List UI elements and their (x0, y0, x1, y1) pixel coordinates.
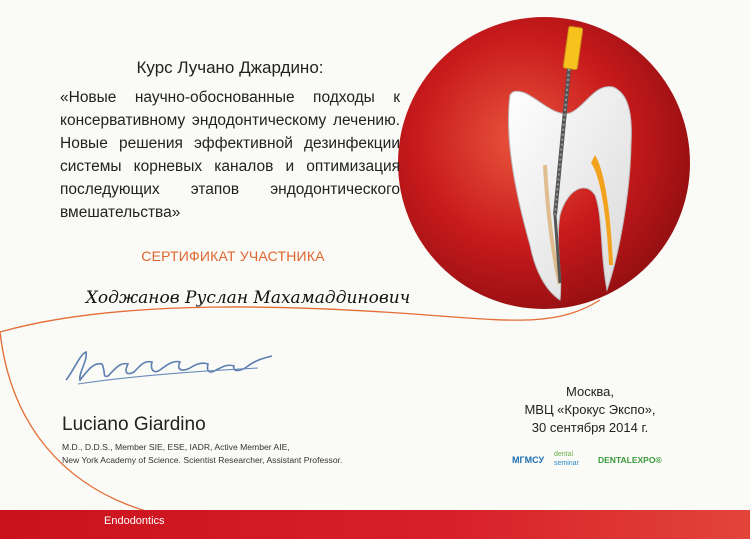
course-description: «Новые научно-обоснованные подходы к консервативному эндодонтическому лечению. Новые решения эффективной дезинфекции системы корневых каналов и оптимизация последующих этапов эндодонтического вмешательства» (60, 89, 400, 221)
event-date: 30 сентября 2014 г. (531, 420, 649, 435)
course-title: Курс Лучано Джардино: (136, 58, 324, 77)
event-info (490, 383, 690, 437)
handwritten-signature (58, 342, 288, 392)
event-venue: МВЦ «Крокус Экспо», (524, 402, 656, 417)
credentials-line-2: New York Academy of Science. Scientist Researcher, Assistant Professor. (62, 455, 343, 465)
event-city: Москва, (566, 384, 614, 399)
signer-credentials (62, 441, 422, 467)
participant-name: Ходжанов Руслан Махамаддинович (85, 288, 411, 308)
footer-label: Endodontics (104, 515, 165, 527)
sponsor-logos (512, 450, 672, 472)
certificate-label: СЕРТИФИКАТ УЧАСТНИКА (141, 248, 325, 264)
mgmsu-logo: МГМСУ (512, 455, 545, 465)
dental-seminar-logo (554, 450, 602, 470)
dentalexpo-logo: DENTALEXPO® (598, 455, 662, 465)
dental-seminar-line1: dental (554, 451, 574, 458)
signer-name: Luciano Giardino (62, 414, 206, 435)
dental-seminar-line2: seminar (554, 460, 579, 467)
credentials-line-1: M.D., D.D.S., Member SIE, ESE, IADR, Active Member AIE, (62, 442, 290, 452)
